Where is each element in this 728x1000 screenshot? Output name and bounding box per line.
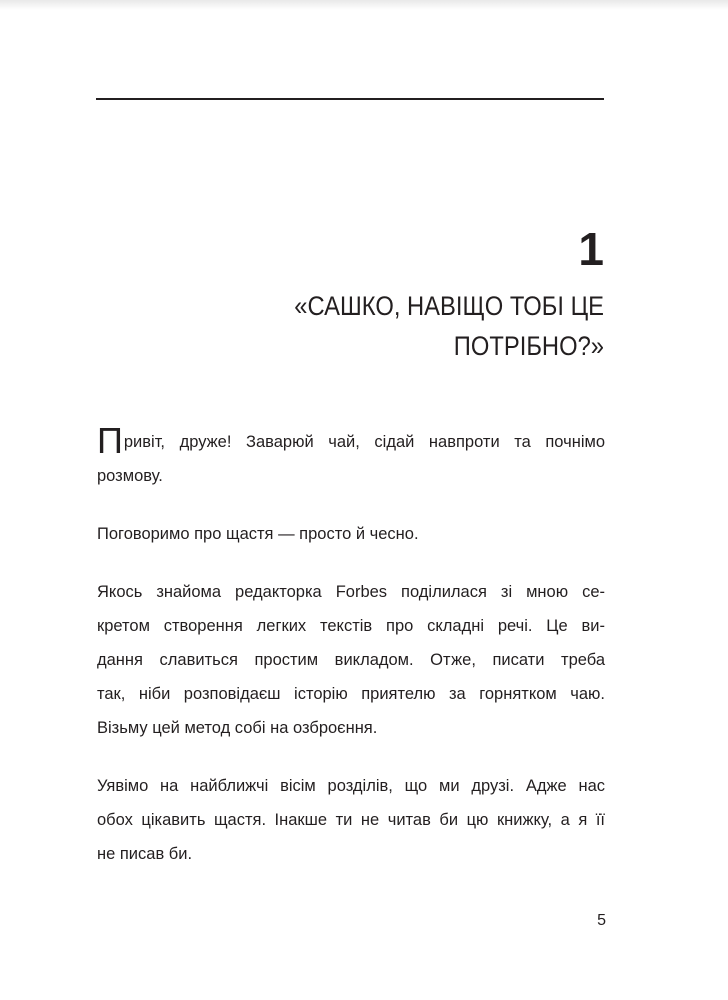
paragraph — [97, 769, 605, 871]
paragraph-line: Поговоримо про щастя — просто й чесно. — [97, 525, 419, 543]
paragraph-line: Якось знайома редакторка Forbes поділилася зі мною се- — [97, 583, 605, 601]
page-top-edge — [0, 0, 728, 10]
paragraph-line: обох цікавить щастя. Інакше ти не читав би цю книжку, а я її — [97, 811, 605, 829]
paragraph — [97, 517, 605, 551]
paragraph-line: так, ніби розповідаєш історію приятелю за горнятком чаю. — [97, 685, 605, 703]
chapter-title-line: ПОТРІБНО?» — [453, 331, 604, 361]
paragraph-line: Візьму цей метод собі на озброєння. — [97, 719, 378, 737]
paragraph — [97, 575, 605, 745]
drop-cap: П — [97, 420, 123, 461]
paragraph-line: не писав би. — [97, 845, 193, 863]
chapter-number: 1 — [578, 223, 604, 275]
chapter-title — [217, 286, 604, 366]
paragraph-line: дання славиться простим викладом. Отже, писати треба — [97, 651, 605, 669]
chapter-title-line: «САШКО, НАВІЩО ТОБІ ЦЕ — [294, 291, 604, 321]
header-rule — [96, 98, 604, 100]
paragraph-line — [97, 420, 605, 461]
paragraph-line: розмову. — [97, 467, 163, 485]
body-text — [97, 420, 605, 895]
paragraph — [97, 420, 605, 493]
page-number: 5 — [597, 912, 606, 929]
paragraph-line: Уявімо на найближчі вісім розділів, що ми друзі. Адже нас — [97, 777, 605, 795]
line-text: ривіт, друже! Заварюй чай, сідай навпроти та почнімо — [123, 433, 605, 451]
paragraph-line: кретом створення легких текстів про складні речі. Це ви- — [97, 617, 605, 635]
